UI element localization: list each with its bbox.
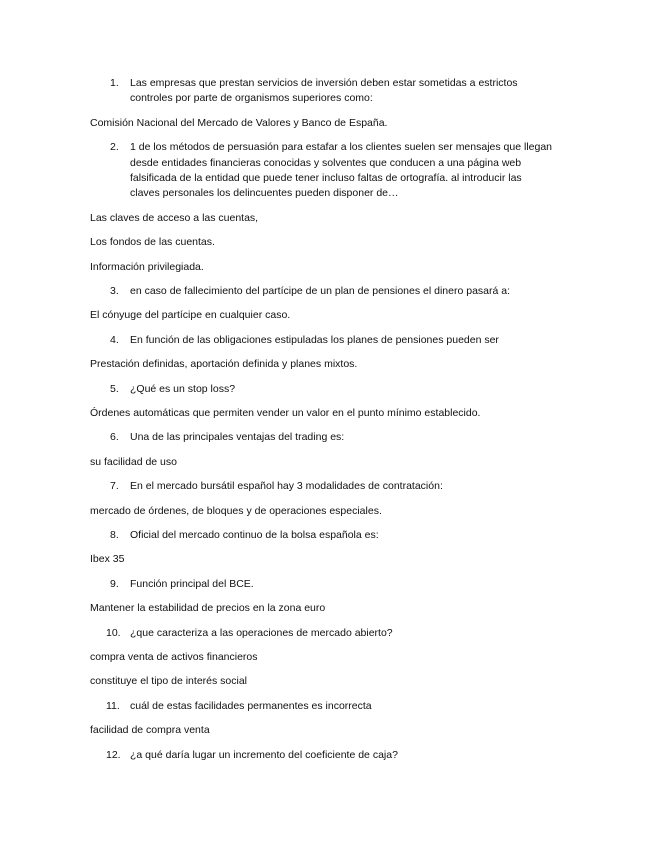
question-number: 2.	[110, 141, 119, 154]
question-text: Una de las principales ventajas del trading es:	[130, 431, 345, 444]
answer-text: compra venta de activos financieros	[90, 651, 258, 663]
question-number: 11.	[106, 699, 120, 712]
answer-text: Ibex 35	[90, 553, 125, 566]
question-number: 4.	[110, 333, 119, 346]
question-text: falsificada de la entidad que puede tener incluso faltas de ortografía. al introducir las	[130, 172, 522, 184]
question-text: En función de las obligaciones estipuladas los planes de pensiones pueden ser	[130, 333, 499, 346]
answer-text: su facilidad de uso	[90, 455, 177, 468]
question-number: 3.	[110, 285, 119, 297]
question-text: claves personales los delincuentes pueden disponer de…	[130, 187, 399, 200]
answer-text: constituye el tipo de interés social	[90, 675, 248, 688]
question-text: ¿a qué daría lugar un incremento del coeficiente de caja?	[130, 748, 398, 761]
answer-text: Prestación definidas, aportación definida y planes mixtos.	[90, 358, 358, 371]
question-text: Oficial del mercado continuo de la bolsa española es:	[130, 529, 379, 541]
answer-text: Información privilegiada.	[90, 260, 204, 273]
question-number: 12.	[106, 748, 121, 761]
question-text: en caso de fallecimiento del partícipe de un plan de pensiones el dinero pasará a:	[130, 285, 511, 297]
question-number: 5.	[110, 382, 119, 395]
answer-text: Las claves de acceso a las cuentas,	[90, 211, 259, 224]
question-number: 10.	[106, 626, 121, 639]
answer-text: Mantener la estabilidad de precios en la zona euro	[90, 602, 326, 615]
question-text: cuál de estas facilidades permanentes es incorrecta	[130, 699, 372, 712]
question-text: controles por parte de organismos superiores como:	[130, 92, 373, 105]
answer-text: facilidad de compra venta	[90, 724, 210, 737]
question-text: 1 de los métodos de persuasión para estafar a los clientes suelen ser mensajes que llegan	[130, 141, 553, 154]
question-text: ¿que caracteriza a las operaciones de mercado abierto?	[130, 626, 393, 639]
question-text: desde entidades financieras conocidas y solventes que conducen a una página web	[130, 156, 522, 169]
answer-text: Comisión Nacional del Mercado de Valores y Banco de España.	[90, 116, 388, 129]
question-text: Las empresas que prestan servicios de inversión deben estar sometidas a estrictos	[130, 77, 518, 89]
answer-text: Los fondos de las cuentas.	[90, 236, 215, 249]
answer-text: Órdenes automáticas que permiten vender un valor en el punto mínimo establecido.	[90, 407, 481, 419]
question-text: En el mercado bursátil español hay 3 modalidades de contratación:	[130, 480, 443, 493]
question-number: 9.	[110, 577, 119, 590]
question-number: 1.	[110, 77, 119, 89]
question-number: 8.	[110, 529, 119, 541]
question-text: Función principal del BCE.	[130, 577, 254, 590]
answer-text: mercado de órdenes, de bloques y de operaciones especiales.	[90, 504, 382, 517]
question-number: 6.	[110, 431, 119, 444]
answer-text: El cónyuge del partícipe en cualquier caso.	[90, 309, 291, 322]
question-text: ¿Qué es un stop loss?	[130, 382, 236, 395]
question-number: 7.	[110, 480, 119, 493]
